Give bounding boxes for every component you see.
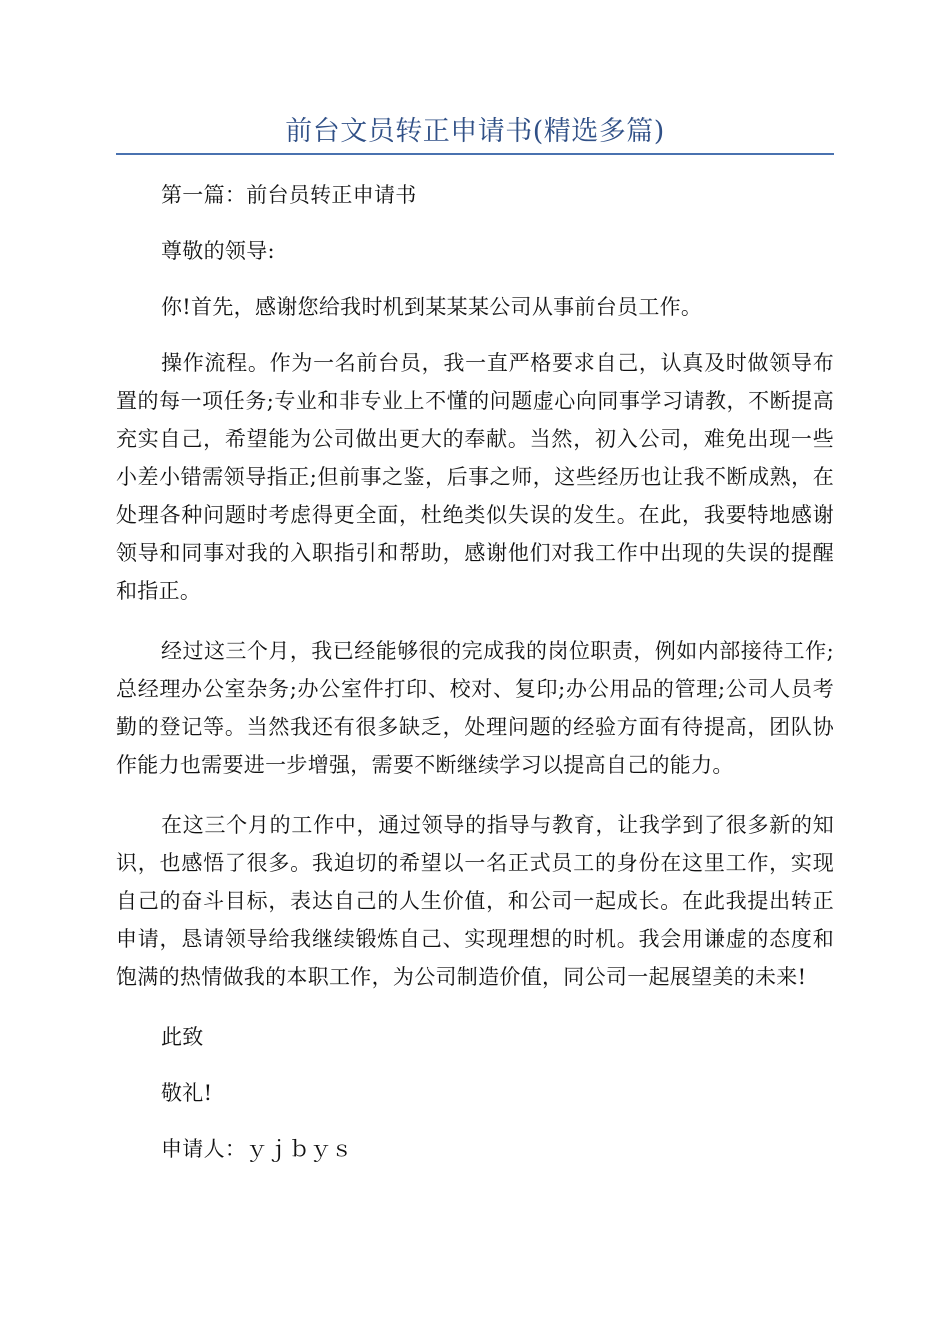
document-body (116, 176, 834, 1186)
salutation: 尊敬的领导: (161, 239, 275, 263)
applicant-signature: 申请人：ｙｊｂｙｓ (161, 1137, 353, 1161)
closing-line: 此致 (161, 1025, 204, 1049)
body-paragraph-1: 操作流程。作为一名前台员，我一直严格要求自己，认真及时做领导布置的每一项任务;专业和非专业上不懂的问题虚心向同事学习请教，不断提高充实自己，希望能为公司做出更大的奉献。当然，初入公司，难免出现一些小差小错需领导指正;但前事之鉴，后事之师，这些经历也让我不断成熟，在处理各种问题时考虑得更全面，杜绝类似失误的发生。在此，我要特地感谢领导和同事对我的入职指引和帮助，感谢他们对我工作中出现的失误的提醒和指正。 (116, 351, 834, 603)
document-title: 前台文员转正申请书(精选多篇) (285, 116, 665, 147)
section-heading: 第一篇：前台员转正申请书 (161, 183, 417, 207)
opening-paragraph: 你!首先，感谢您给我时机到某某某公司从事前台员工作。 (161, 295, 703, 319)
body-paragraph-3: 在这三个月的工作中，通过领导的指导与教育，让我学到了很多新的知识，也感悟了很多。我迫切的希望以一名正式员工的身份在这里工作，实现自己的奋斗目标，表达自己的人生价值，和公司一起成长。在此我提出转正申请，恳请领导给我继续锻炼自己、实现理想的时机。我会用谦虚的态度和饱满的热情做我的本职工作，为公司制造价值，同公司一起展望美的未来! (116, 813, 834, 989)
body-paragraph-2: 经过这三个月，我已经能够很的完成我的岗位职责，例如内部接待工作;总经理办公室杂务;办公室件打印、校对、复印;办公用品的管理;公司人员考勤的登记等。当然我还有很多缺乏，处理问题的经验方面有待提高，团队协作能力也需要进一步增强，需要不断继续学习以提高自己的能力。 (116, 639, 834, 777)
closing-salute: 敬礼! (161, 1081, 213, 1105)
title-underline (116, 153, 834, 155)
